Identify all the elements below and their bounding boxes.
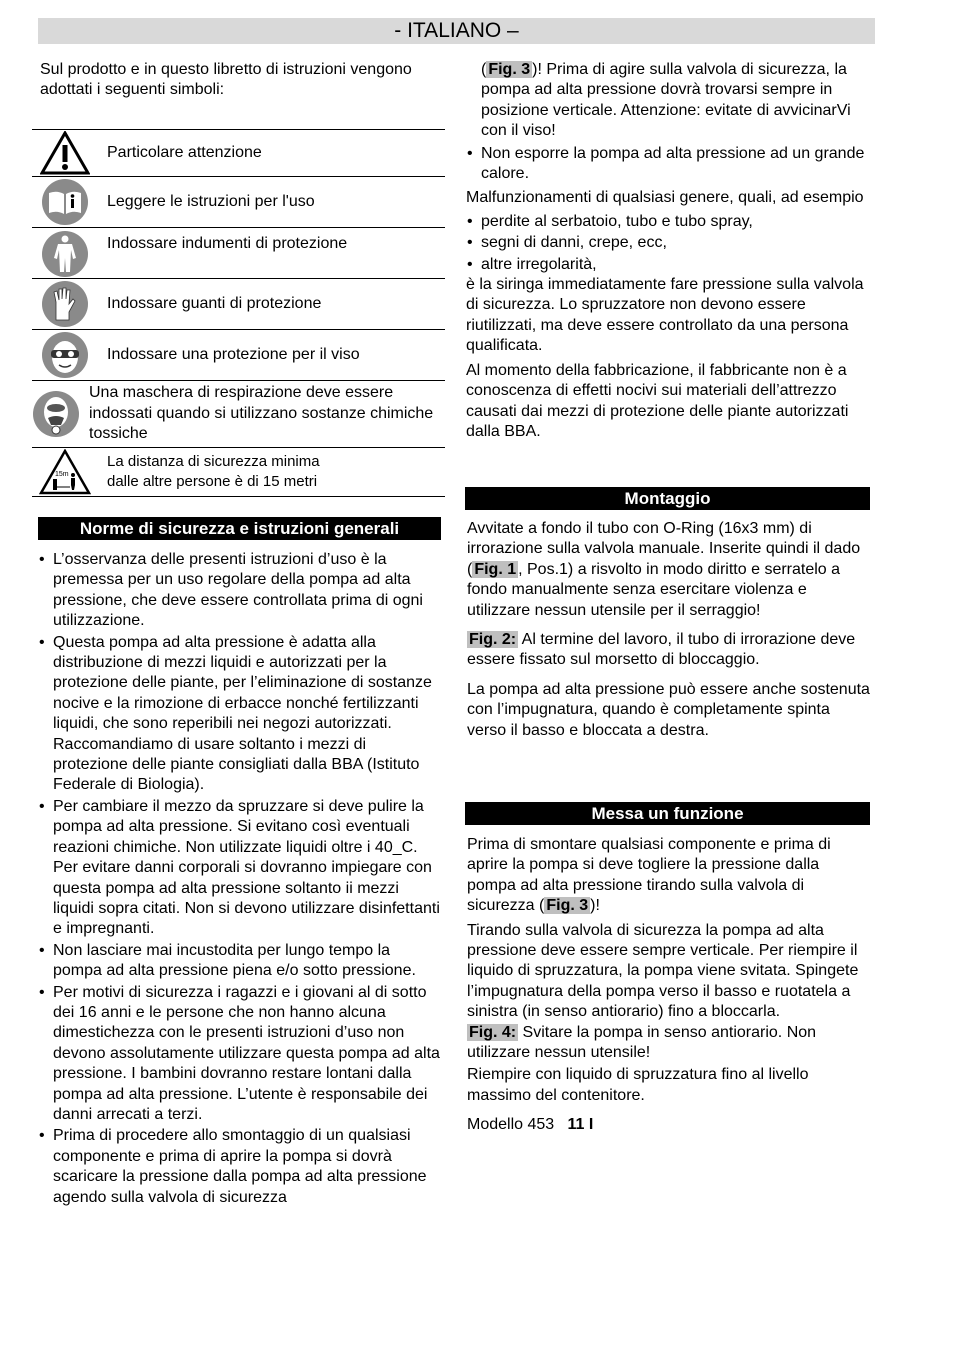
- section-title-safety: Norme di sicurezza e istruzioni generali: [38, 517, 441, 540]
- list-item: • Prima di procedere allo smontaggio di un qualsiasi componente e prima di aprire la pompa si dovrà scaricare la pressione dalla pompa ad alta pressione agendo sulla valvola di sicurezza: [38, 1126, 441, 1208]
- malfunction-text: è la siringa immediatamente fare pressione sulla valvola di sicurezza. Lo spruzzatore non devono essere riutilizzati, ma deve essere controllato da una persona qualificata.: [466, 276, 864, 355]
- left-column: [40, 60, 444, 101]
- intro-text: Sul prodotto e in questo libretto di istruzioni vengono adottati i seguenti simboli:: [40, 61, 412, 99]
- list-item: • perdite al serbatoio, tubo e tubo spray,: [466, 212, 872, 232]
- messa-section: [465, 802, 870, 1136]
- symbol-text: Indossare guanti di protezione: [107, 294, 322, 312]
- symbol-row: [32, 380, 445, 447]
- list-item: • altre irregolarità,: [466, 255, 872, 275]
- malfunction-intro: Malfunzionamenti di qualsiasi genere, quali, ad esempio: [466, 189, 864, 207]
- safety-section: [38, 517, 441, 1209]
- messa-paragraph: Riempire con liquido di spruzzatura fino al livello massimo del contenitore.: [467, 1066, 809, 1104]
- safety-distance-icon: [32, 449, 98, 495]
- messa-paragraph: [465, 1023, 870, 1064]
- symbol-text: [98, 452, 320, 492]
- manufacturer-text: Al momento della fabbricazione, il fabbricante non è a conoscenza di effetti nocivi sui materiali dell’attrezzo causati dai mezzi di protezione delle piante autorizzati dalla BBA.: [466, 361, 849, 440]
- messa-paragraph: [465, 835, 870, 917]
- warning-triangle-icon: [32, 131, 98, 175]
- read-manual-icon: [32, 178, 98, 226]
- continued-text: [466, 60, 872, 142]
- montaggio-text: , Pos.1) a risvolto in modo diritto e serratelo a fondo manualmente senza esercitare violenza e utilizzare nessun utensile per il serraggio!: [467, 560, 841, 619]
- montaggio-text: Avvitate a fondo il tubo con O-Ring (16x3 mm) di irrorazione sulla valvola manuale. Inserite quindi il dado (: [467, 520, 861, 578]
- symbol-row: [32, 278, 445, 329]
- footer-page-number: 11 I: [567, 1116, 594, 1134]
- list-item: • Questa pompa ad alta pressione è adatta alla distribuzione di mezzi liquidi e autorizzati per la protezione delle piante, per l’eliminazione di sostanze nocive e la rimozione di erbacce nonché fertilizzanti liquidi, che sono reperibili nei negozi autorizzati. Raccomandiamo di usare soltanto i mezzi di protezione delle piante consigliati dalla BBA (Istituto Federale di Biologia).: [38, 633, 441, 796]
- continued-list: [466, 144, 872, 185]
- messa-paragraph: Tirando sulla valvola di sicurezza la pompa ad alta pressione deve essere sempre verticale. Per riempire il liquido di spruzzatura, la pompa viene svitata. Spingete l’impugnatura della pompa verso il basso e ruotatela a sinistra (in senso antiorario) fino a bloccarla.: [467, 921, 859, 1021]
- messa-text: )!: [590, 897, 600, 915]
- list-item: • L’osservanza delle presenti istruzioni d’uso è la premessa per un uso regolare della pompa ad alta pressione, che deve essere controllata prima di ogni utilizzazione.: [38, 550, 441, 632]
- continued-open: (: [481, 61, 487, 78]
- figure-ref: Fig. 4:: [469, 1023, 517, 1041]
- symbol-text-line: dalle altre persone è di 15 metri: [107, 473, 318, 490]
- symbol-row: [32, 329, 445, 380]
- list-item: • segni di danni, crepe, ecc,: [466, 233, 872, 253]
- list-item: • Non esporre la pompa ad alta pressione ad un grande calore.: [466, 144, 872, 185]
- montaggio-text: Al termine del lavoro, il tubo di irrorazione deve essere fissato sul morsetto di bloccaggio.: [467, 631, 856, 669]
- continued-rest: )! Prima di agire sulla valvola di sicurezza, la pompa ad alta pressione dovrà trovarsi sempre in posizione verticale. Attenzione: evitate di avvicinarVi con il viso!: [481, 61, 851, 140]
- section-title-montaggio: Montaggio: [465, 487, 870, 510]
- figure-ref: Fig. 3: [546, 897, 589, 915]
- page-header: [38, 18, 875, 44]
- messa-text: Svitare la pompa in senso antiorario. Non utilizzare nessun utensile!: [467, 1023, 817, 1062]
- messa-text: Prima di smontare qualsiasi componente e prima di aprire la pompa si deve togliere la pressione dalla pompa ad alta pressione tirando sulla valvola di sicurezza (: [467, 836, 831, 915]
- page-title: - ITALIANO –: [394, 19, 519, 42]
- symbol-row: [32, 176, 445, 227]
- symbol-text: Indossare indumenti di protezione: [107, 235, 348, 252]
- protective-clothing-icon: [32, 228, 98, 278]
- montaggio-paragraph: La pompa ad alta pressione può essere anche sostenuta con l’impugnatura, quando è completamente spinta verso il basso e bloccata a destra.: [467, 680, 870, 739]
- safety-list: [38, 550, 441, 1208]
- page-footer: [465, 1115, 870, 1135]
- section-title-messa: Messa un funzione: [465, 802, 870, 825]
- list-item: • Per motivi di sicurezza i ragazzi e i giovani al di sotto dei 16 anni e le persone che non hanno alcuna dimestichezza con le presenti istruzioni d’uso non devono assolutamente utilizzare questa pompa ad alta pressione. I bambini dovranno restare lontani dalla pompa ad alta pressione. L’utente è responsabile dei danni arrecati a terzi.: [38, 983, 441, 1126]
- symbol-text: Indossare una protezione per il viso: [107, 345, 360, 363]
- list-item: • Non lasciare mai incustodita per lungo tempo la pompa ad alta pressione piena e/o sotto pressione.: [38, 941, 441, 982]
- montaggio-paragraph: [465, 630, 870, 671]
- protective-gloves-icon: [32, 280, 98, 328]
- right-column: [466, 60, 872, 442]
- respirator-mask-icon: [32, 390, 80, 438]
- list-item: • Per cambiare il mezzo da spruzzare si deve pulire la pompa ad alta pressione. Si evitano così eventuali reazioni chimiche. Non utilizzate liquidi oltre i 40_C. Per evitare danni corporali si dovranno impiegare con questa pompa ad alta pressione soltanto ii mezzi liquidi sopra citati. Non si devono utilizzare disinfettanti e impregnanti.: [38, 797, 441, 940]
- figure-ref: Fig. 1: [474, 560, 517, 578]
- symbol-table: [32, 129, 445, 497]
- symbol-row: [32, 447, 445, 497]
- face-protection-icon: [32, 331, 98, 379]
- symbol-text-line: La distanza di sicurezza minima: [107, 453, 320, 470]
- symbol-text: Una maschera di respirazione deve essere indossati quando si utilizzano sostanze chimiche tossiche: [89, 384, 434, 443]
- symbol-text: Leggere le istruzioni per l'uso: [107, 192, 315, 210]
- safety-distance-badge: 15m: [55, 471, 69, 478]
- symbol-row: [32, 227, 445, 278]
- symbol-text: Particolare attenzione: [107, 143, 262, 161]
- montaggio-paragraph: [465, 519, 870, 621]
- footer-model: Modello 453: [467, 1116, 555, 1134]
- montaggio-section: [465, 487, 870, 741]
- figure-ref: Fig. 2:: [469, 631, 517, 649]
- malfunction-list: [466, 212, 872, 275]
- figure-ref: Fig. 3: [488, 61, 531, 78]
- symbol-row: [32, 129, 445, 176]
